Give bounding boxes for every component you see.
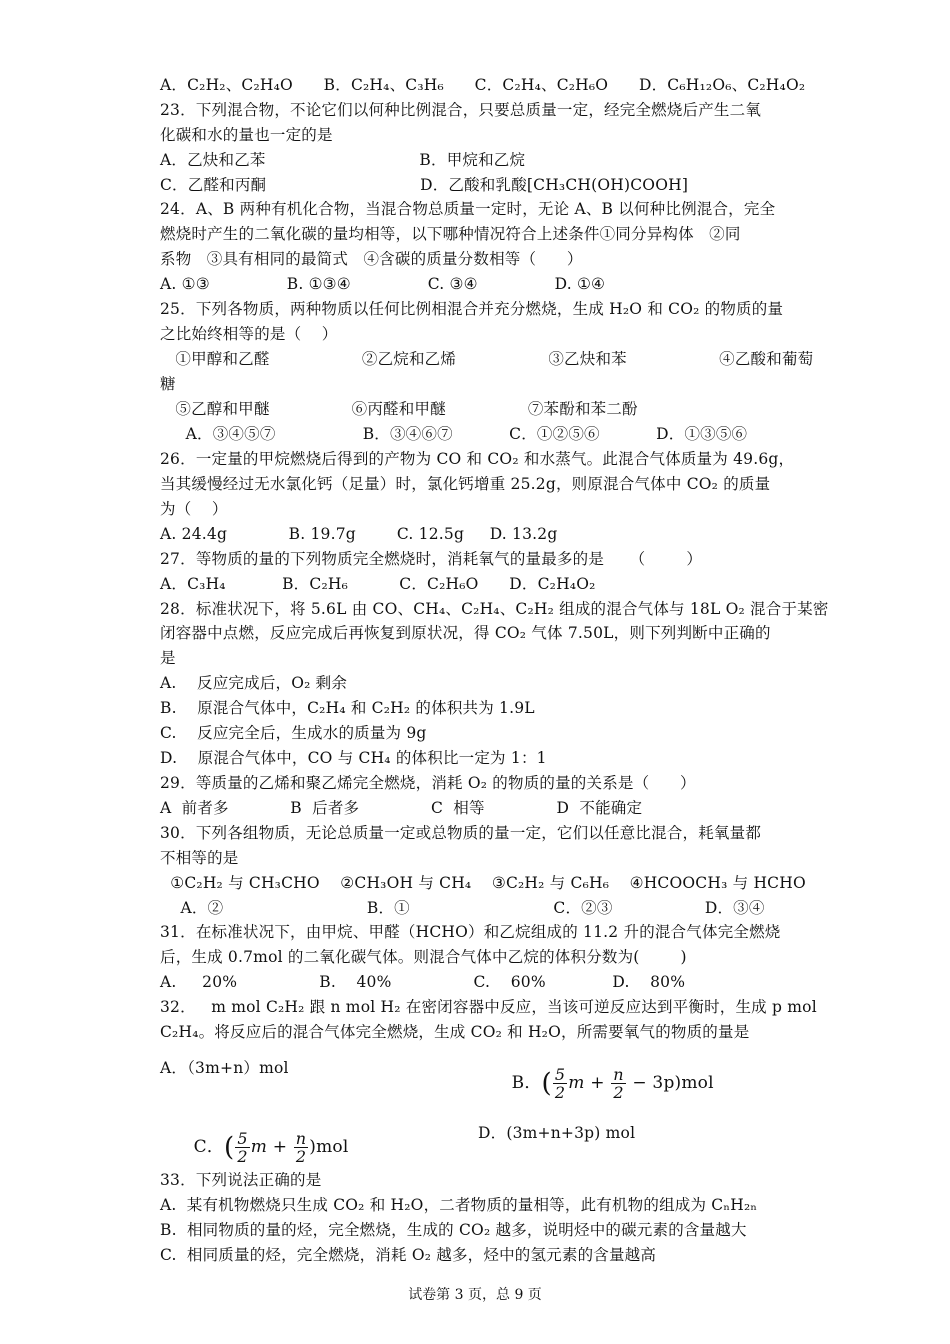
page-footer: 试卷第 3 页，总 9 页 <box>408 1287 542 1303</box>
text-line: 26．一定量的甲烷燃烧后得到的产物为 CO 和 CO₂ 和水蒸气。此混合气体质量为 49.6g， <box>160 450 795 468</box>
text-line: 化碳和水的量也一定的是 <box>160 126 333 144</box>
option-a: A．（3m+n）mol <box>160 1059 289 1077</box>
text-line: C. 相同质量的烃，完全燃烧，消耗 O₂ 越多，烃中的氢元素的含量越高 <box>160 1246 657 1264</box>
text-line: 燃烧时产生的二氧化碳的量均相等，以下哪种情况符合上述条件①同分异构体 ②同 <box>160 225 741 243</box>
option-b-label: B． <box>511 1073 542 1093</box>
open-paren: ( <box>224 1132 235 1163</box>
text-line: C. 反应完全后，生成水的质量为 9g <box>160 724 427 742</box>
text-line: 27．等物质的量的下列物质完全燃烧时，消耗氧气的量最多的是 （ ） <box>160 550 703 568</box>
text-line: 25．下列各物质，两种物质以任何比例相混合并充分燃烧，生成 H₂O 和 CO₂ 的物质的量 <box>160 300 784 318</box>
fraction: $\frac{5}{2}$ <box>237 1129 248 1166</box>
open-paren: ( <box>541 1068 552 1099</box>
text-line: D. 原混合气体中，CO 与 CH₄ 的体积比一定为 1：1 <box>160 749 547 767</box>
text-line: B. 原混合气体中，C₂H₄ 和 C₂H₂ 的体积共为 1.9L <box>160 699 535 717</box>
text-line: A. 某有机物燃烧只生成 CO₂ 和 H₂O，二者物质的量相等，此有机物的组成为 CₙH₂ₙ <box>160 1196 758 1214</box>
fraction: $\frac{n}{2}$ <box>613 1065 624 1102</box>
text-line: 之比始终相等的是（ ） <box>160 325 338 343</box>
var-m: m <box>568 1073 585 1093</box>
text-line: A．C₃H₄ B．C₂H₆ C．C₂H₆O D．C₂H₄O₂ <box>160 575 596 593</box>
text-line: 当其缓慢经过无水氯化钙（足量）时，氯化钙增重 25.2g，则原混合气体中 CO₂ 的质量 <box>160 475 771 493</box>
option-c: C．( $\frac{5}{2}$ m + $\frac{n}{2}$ )mol <box>193 1129 349 1166</box>
text-line: A．乙炔和乙苯 B．甲烷和乙烷 <box>160 151 526 169</box>
text-line: 32． m mol C₂H₂ 跟 n mol H₂ 在密闭容器中反应，当该可逆反应达到平衡时，生成 p mol <box>160 998 817 1016</box>
text-line: A．C₂H₂、C₂H₄O B．C₂H₄、C₃H₆ C．C₂H₄、C₂H₆O D．C₆H₁₂O₆、C₂H₄O₂ <box>160 76 806 94</box>
text-line: 不相等的是 <box>160 849 239 867</box>
text-line: A. 20% B. 40% C. 60% D. 80% <box>160 973 686 991</box>
text-line: A 前者多 B 后者多 C 相等 D 不能确定 <box>160 799 643 817</box>
text-line: 糖 <box>160 375 176 393</box>
text-line: 是 <box>160 649 176 667</box>
text-line: 系物 ③具有相同的最简式 ④含碳的质量分数相等（ ） <box>160 250 583 268</box>
var-m: m <box>250 1137 268 1157</box>
text-line: ①甲醇和乙醛 ②乙烷和乙烯 ③乙炔和苯 ④乙酸和葡萄 <box>160 350 814 368</box>
text-line: 31．在标准状况下，由甲烷、甲醛（HCHO）和乙烷组成的 11.2 升的混合气体完全燃烧 <box>160 923 781 941</box>
fraction: $\frac{5}{2}$ <box>554 1065 566 1102</box>
text-line: 29．等质量的乙烯和聚乙烯完全燃烧，消耗 O₂ 的物质的量的关系是（ ） <box>160 774 696 792</box>
fraction: $\frac{n}{2}$ <box>295 1129 307 1166</box>
option-b: B．( $\frac{5}{2}$ m + $\frac{n}{2}$ − 3p)mol <box>511 1065 714 1102</box>
text-line: ①C₂H₂ 与 CH₃CHO ②CH₃OH 与 CH₄ ③C₂H₂ 与 C₆H₆ ④HCOOCH₃ 与 HCHO <box>160 874 806 892</box>
text-line: A．② B．① C．②③ D．③④ <box>160 899 765 917</box>
text-line: 23．下列混合物，不论它们以何种比例混合，只要总质量一定，经完全燃烧后产生二氧 <box>160 101 762 119</box>
text-line: A. 24.4g B. 19.7g C. 12.5g D. 13.2g <box>160 525 558 543</box>
text-line: C₂H₄。将反应后的混合气体完全燃烧，生成 CO₂ 和 H₂O，所需要氧气的物质的量是 <box>160 1023 750 1041</box>
text-line: A．③④⑤⑦ B．③④⑥⑦ C．①②⑤⑥ D．①③⑤⑥ <box>160 425 748 443</box>
option-d: D．(3m+n+3p) mol <box>478 1124 636 1142</box>
text-line: 24．A、B 两种有机化合物，当混合物总质量一定时，无论 A、B 以何种比例混合，完全 <box>160 200 776 218</box>
text-line: 为（ ） <box>160 500 228 518</box>
text-line: 后，生成 0.7mol 的二氧化碳气体。则混合气体中乙烷的体积分数为( ) <box>160 948 687 966</box>
text-line: 28．标准状况下，将 5.6L 由 CO、CH₄、C₂H₄、C₂H₂ 组成的混合气体与 18L O₂ 混合于某密 <box>160 600 829 618</box>
option-c-tail: )mol <box>309 1137 349 1157</box>
text-line: C．乙醛和丙酮 D．乙酸和乳酸[CH₃CH(OH)COOH] <box>160 176 689 194</box>
text-line: ⑤乙醇和甲醚 ⑥丙醛和甲醚 ⑦苯酚和苯二酚 <box>160 400 638 418</box>
text-line: 33．下列说法正确的是 <box>160 1171 322 1189</box>
option-c-label: C． <box>193 1137 225 1157</box>
text-line: A. 反应完成后，O₂ 剩余 <box>160 674 348 692</box>
text-line: B. 相同物质的量的烃，完全燃烧，生成的 CO₂ 越多，说明烃中的碳元素的含量越大 <box>160 1221 747 1239</box>
option-b-tail: − 3p)mol <box>632 1073 714 1093</box>
text-line: 闭容器中点燃，反应完成后再恢复到原状况，得 CO₂ 气体 7.50L，则下列判断中正确的 <box>160 624 771 642</box>
text-line: A. ①③ B. ①③④ C. ③④ D. ①④ <box>160 275 606 293</box>
text-line: 30．下列各组物质，无论总质量一定或总物质的量一定，它们以任意比混合，耗氧量都 <box>160 824 762 842</box>
